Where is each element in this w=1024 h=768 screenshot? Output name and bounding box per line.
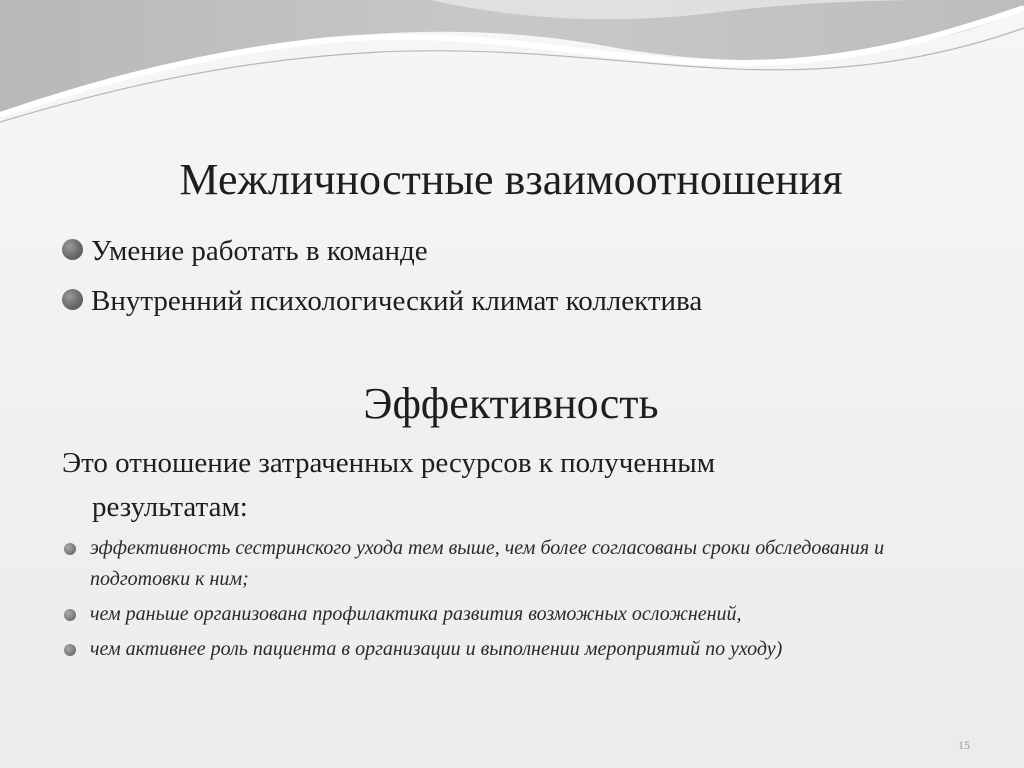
bullet-dot-icon — [62, 289, 83, 310]
list-item: Умение работать в команде — [62, 226, 702, 276]
list-item: Внутренний психологический климат коллектива — [62, 276, 702, 326]
bullet-dot-icon — [64, 543, 76, 555]
definition-paragraph — [62, 441, 952, 529]
bullet-dot-icon — [64, 644, 76, 656]
slide-title-relations: Межличностные взаимоотношения — [179, 155, 843, 204]
list-item: эффективность сестринского ухода тем выше, чем более согласованы сроки обследования и подготовки к ним; — [62, 533, 962, 595]
list-item: чем раньше организована профилактика развития возможных осложнений, — [62, 599, 962, 630]
bullet-list-efficiency — [62, 533, 962, 669]
bullet-dot-icon — [64, 609, 76, 621]
bullet-list-relations — [62, 226, 702, 326]
slide-title-efficiency: Эффективность — [363, 379, 659, 428]
paragraph-line: Это отношение затраченных ресурсов к полученным — [62, 447, 716, 479]
page-number: 15 — [958, 738, 970, 752]
paragraph-line: результатам: — [92, 491, 248, 523]
wave-decoration — [0, 0, 1024, 130]
list-item: чем активнее роль пациента в организации и выполнении мероприятий по уходу) — [62, 634, 962, 665]
bullet-dot-icon — [62, 239, 83, 260]
